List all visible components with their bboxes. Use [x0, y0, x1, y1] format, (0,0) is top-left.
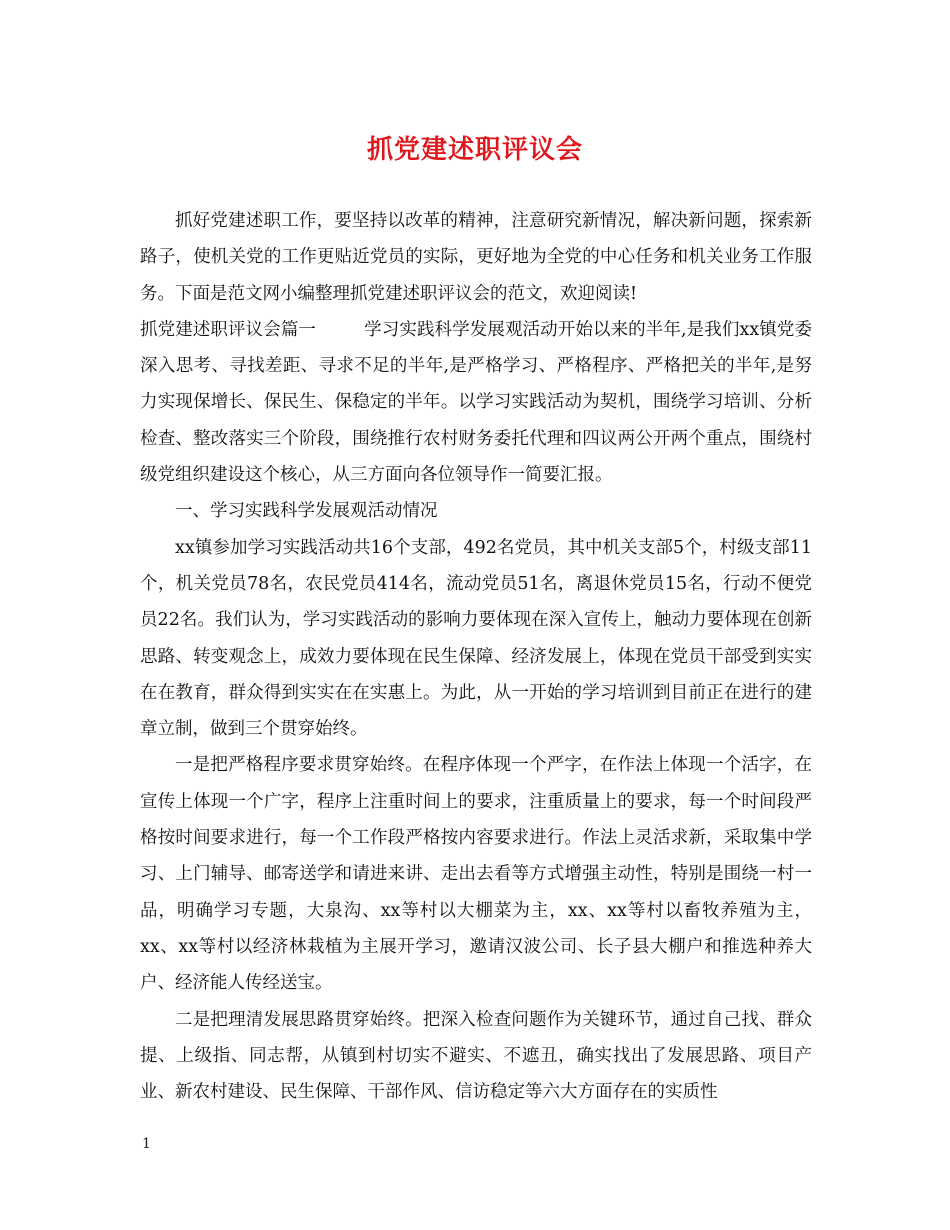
body-paragraph: 二是把理清发展思路贯穿始终。把深入检查问题作为关键环节，通过自己找、群众提、上级指、同志帮，从镇到村切实不避实、不遮丑，确实找出了发展思路、项目产业、新农村建设、民生保障、干部作风、信访稳定等六大方面存在的实质性	[140, 1009, 812, 1103]
document-title: 抓党建述职评议会	[366, 135, 583, 165]
intro-paragraph: 抓好党建述职工作，要坚持以改革的精神，注意研究新情况，解决新问题，探索新路子，使机关党的工作更贴近党员的实际，更好地为全党的中心任务和机关业务工作服务。下面是范文网小编整理抓党建述职评议会的范文，欢迎阅读!	[140, 211, 812, 304]
body-paragraph: xx镇参加学习实践活动共16个支部，492名党员，其中机关支部5个，村级支部11个，机关党员78名，农民党员414名，流动党员51名，离退休党员15名，行动不便党员22名。我们认为，学习实践活动的影响力要体现在深入宣传上，触动力要体现在创新思路、转变观念上，成效力要体现在民生保障、经济发展上，体现在党员干部受到实实在在教育，群众得到实实在在实惠上。为此，从一开始的学习培训到目前正在进行的建章立制，做到三个贯穿始终。	[140, 537, 812, 740]
section-paragraph	[140, 312, 812, 493]
subheading-paragraph: 一、学习实践科学发展观活动情况	[175, 501, 438, 522]
document-body	[140, 203, 812, 1110]
page-number: 1	[142, 1136, 151, 1152]
section-intro-text: 学习实践科学发展观活动开始以来的半年,是我们xx镇党委深入思考、寻找差距、寻求不足的半年,是严格学习、严格程序、严格把关的半年,是努力实现保增长、保民生、保稳定的半年。以学习实践活动为契机，围绕学习培训、分析检查、整改落实三个阶段，围绕推行农村财务委托代理和四议两公开两个重点，围绕村级党组织建设这个核心，从三方面向各位领导作一简要汇报。	[140, 319, 812, 486]
section-heading: 抓党建述职评议会篇一	[140, 319, 317, 340]
body-paragraph: 一是把严格程序要求贯穿始终。在程序体现一个严字，在作法上体现一个活字，在宣传上体现一个广字，程序上注重时间上的要求，注重质量上的要求，每一个时间段严格按时间要求进行，每一个工作段严格按内容要求进行。作法上灵活求新，采取集中学习、上门辅导、邮寄送学和请进来讲、走出去看等方式增强主动性，特别是围绕一村一品，明确学习专题，大泉沟、xx等村以大棚菜为主，xx、xx等村以畜牧养殖为主，xx、xx等村以经济林栽植为主展开学习，邀请汉波公司、长子县大棚户和推选种养大户、经济能人传经送宝。	[140, 755, 812, 994]
